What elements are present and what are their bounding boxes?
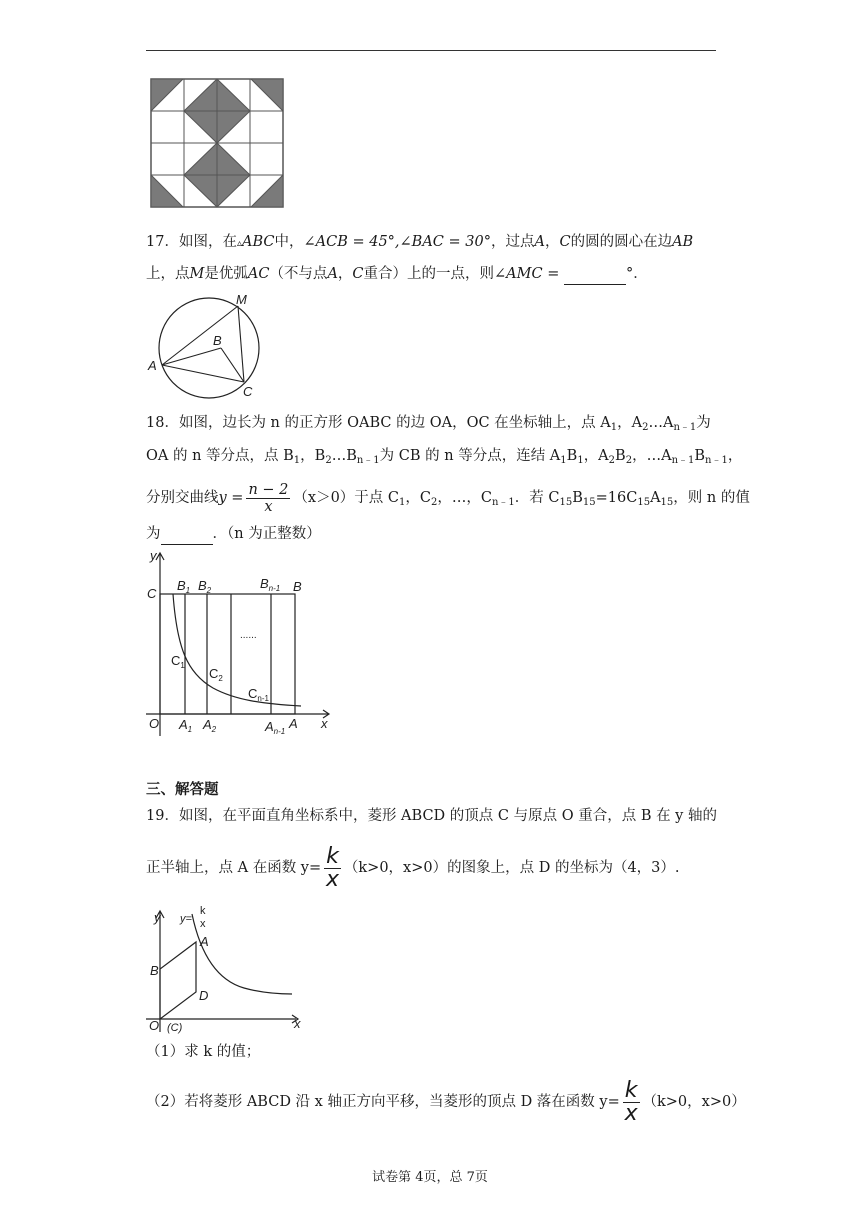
q18-line4: 为 ．（n 为正整数） xyxy=(146,524,321,545)
fig18-x: x xyxy=(321,716,328,731)
q18-line2: OA 的 n 等分点，点 $B_1$，$B_2\dots B_{n﹣1}$为 CB 的 n 等分点，连结 $A_1B_1$，$A_2B_2$，$\dots A_{n﹣1}B_{n﹣1}$， xyxy=(146,448,743,466)
header-rule xyxy=(146,50,716,51)
fig19-k: k xyxy=(200,905,206,917)
fig19-y: y xyxy=(154,910,161,925)
fig18-A2: $A_2$ xyxy=(203,717,217,734)
fig19-D: D xyxy=(199,988,209,1003)
fig18-An: $A_{n-1}$ xyxy=(265,719,286,736)
q19-rhombus-figure xyxy=(146,902,311,1034)
fig18-B1: $B_1$ xyxy=(177,578,191,595)
label-A: A xyxy=(148,358,157,373)
q19-line1: 19．如图，在平面直角坐标系中，菱形 ABCD 的顶点 C 与原点 O 重合，点 B 在 y 轴的 xyxy=(146,808,717,824)
page-footer: 试卷第 4页，总 7页 xyxy=(372,1170,488,1185)
section-heading: 三、解答题 xyxy=(146,781,219,798)
q19-fraction: $\frac{k}{x}$ xyxy=(326,843,340,892)
fig18-y: y xyxy=(150,548,157,563)
q19-part2: （2）若将菱形 ABCD 沿 x 轴正方向平移，当菱形的顶点 D 落在函数 y= $\frac{k}{x}$ （k>0，x>0） xyxy=(146,1077,746,1126)
q17-line2: 上，点M是优弧AC（不与点A，C重合）上的一点，则∠AMC = °． xyxy=(146,264,648,285)
fig18-Bn: $B_{n-1}$ xyxy=(260,576,281,593)
fig18-C: C xyxy=(147,586,157,601)
q18-line3: 分别交曲线y = $\frac{n - 2}{x}$ （x＞0）于点 $C_1$，$C_2$，…，$C_{n﹣1}$．若 $C_{15}B_{15}=16C_{15}A_{15}$，则 n 的值 xyxy=(146,481,750,515)
fig18-dots: ...... xyxy=(240,630,257,641)
fig18-Cn: $C_{n-1}$ xyxy=(248,686,269,703)
q19-part1: （1）求 k 的值； xyxy=(146,1044,261,1060)
fig18-B: B xyxy=(293,579,302,594)
tiling-figure xyxy=(150,78,284,208)
q19-line2: 正半轴上，点 A 在函数 y= $\frac{k}{x}$ （k>0，x>0）的图象上，点 D 的坐标为（4，3）. xyxy=(146,843,680,892)
q17-circle-figure xyxy=(146,290,271,402)
label-C: C xyxy=(243,384,253,399)
fig19-C: (C) xyxy=(167,1022,183,1034)
q18-coordinate-figure xyxy=(143,548,338,740)
label-B: B xyxy=(213,333,222,348)
q17-line1: 17．如图，在▵ABC中，∠ACB = 45°,∠BAC = 30°，过点A，C的圆的圆心在边AB xyxy=(146,234,694,250)
fig18-O: O xyxy=(149,716,160,731)
q19-part2-fraction: $\frac{k}{x}$ xyxy=(624,1077,638,1126)
q18-fraction: $\frac{n - 2}{x}$ xyxy=(248,481,289,515)
fig19-x: x xyxy=(294,1016,301,1031)
q18-line1: 18．如图，边长为 n 的正方形 OABC 的边 OA，OC 在坐标轴上，点 $A_1$，$A_2\dots A_{n﹣1}$为 xyxy=(146,415,711,433)
fig18-B2: $B_2$ xyxy=(198,578,212,595)
fig19-B: B xyxy=(150,963,159,978)
fig18-A: A xyxy=(289,716,298,731)
fig19-O: O xyxy=(149,1018,160,1033)
fig19-A: A xyxy=(200,934,209,949)
fig18-C2: $C_2$ xyxy=(209,666,223,683)
fig19-xd: x xyxy=(200,918,206,930)
label-M: M xyxy=(236,292,247,307)
fig18-C1: $C_1$ xyxy=(171,653,185,670)
fig19-eq: y= xyxy=(180,913,192,925)
fig18-A1: $A_1$ xyxy=(179,717,193,734)
